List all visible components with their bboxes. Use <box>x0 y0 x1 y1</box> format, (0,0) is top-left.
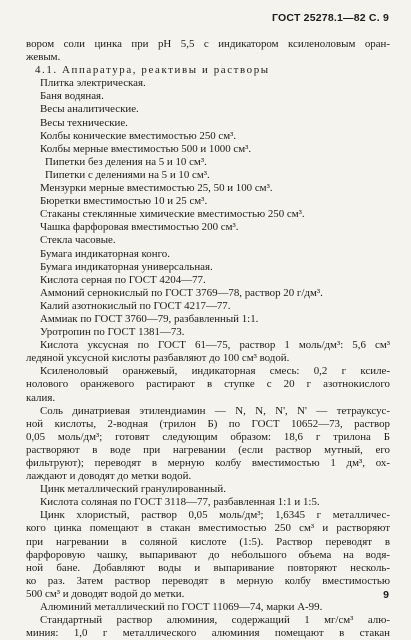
list-item: Пипетки без деления на 5 и 10 см³. <box>45 155 207 168</box>
text-line: ледяной уксусной кислоты разбавляют до 100 см³ водой. <box>26 352 290 365</box>
text-line: ко раз. Затем раствор переводят в мерную колбу вместимостью <box>26 574 390 587</box>
text-line: Ксиленоловый оранжевый, индикаторная смесь: 0,2 г ксиле- <box>40 365 390 378</box>
document-body <box>26 38 390 640</box>
list-item: Уротропин по ГОСТ 1381—73. <box>40 326 185 339</box>
list-item: Пипетки с делениями на 5 и 10 см³. <box>45 168 210 181</box>
text-line: вором соли цинка при pH 5,5 с индикатором ксиленоловым оран- <box>26 38 390 50</box>
list-item: Аммиак по ГОСТ 3760—79, разбавленный 1:1. <box>40 312 259 325</box>
list-item: Бумага индикаторная универсальная. <box>40 260 213 273</box>
text-line: ной бане. Добавляют воды и выпаривание повторяют несколь- <box>26 561 390 574</box>
list-item: Плитка электрическая. <box>40 77 146 90</box>
text-line: калия. <box>26 391 56 404</box>
list-item: Стаканы стеклянные химические вместимостью 250 см³. <box>40 208 305 221</box>
list-item: Цинк металлический гранулированный. <box>40 483 226 496</box>
text-line: фарфоровую чашку, выпаривают до небольшого объема на водя- <box>26 548 390 561</box>
page-number: 9 <box>383 589 389 601</box>
text-line: жевым. <box>26 51 61 64</box>
list-item: Весы технические. <box>40 116 128 129</box>
text-line: кого цинка помещают в стакан вместимостью 250 см³ и растворяют <box>26 522 390 535</box>
text-line: Кислота уксусная по ГОСТ 61—75, раствор 1 моль/дм³: 5,6 см³ <box>40 339 390 352</box>
text-line: ной кислоты, 2-водная (трилон Б) по ГОСТ 10652—73, раствор <box>26 417 390 430</box>
list-item: Кислота соляная по ГОСТ 3118—77, разбавленная 1:1 и 1:5. <box>40 496 320 509</box>
page-header: ГОСТ 25278.1—82 С. 9 <box>272 12 389 24</box>
text-line: при нагревании в соляной кислоте (1:5). Раствор переводят в <box>26 535 390 548</box>
text-line: 0,05 моль/дм³; готовят следующим образом: 18,6 г трилона Б <box>26 430 390 443</box>
text-line: миния: 1,0 г металлического алюминия помещают в стакан <box>26 627 390 640</box>
list-item: Калий азотнокислый по ГОСТ 4217—77. <box>40 299 231 312</box>
list-item: Баня водяная. <box>40 90 104 103</box>
list-item: Мензурки мерные вместимостью 25, 50 и 100 см³. <box>40 182 273 195</box>
text-line: нолового оранжевого растирают в ступке с 20 г азотнокислого <box>26 378 390 391</box>
list-item: Алюминий металлический по ГОСТ 11069—74, марки А-99. <box>40 601 323 614</box>
list-item: Колбы мерные вместимостью 500 и 1000 см³. <box>40 142 252 155</box>
text-line: фильтруют); переводят в мерную колбу вместимостью 1 дм³, ох- <box>26 457 390 469</box>
list-item: Чашка фарфоровая вместимостью 200 см³. <box>40 221 239 234</box>
list-item: Бумага индикаторная конго. <box>40 247 170 260</box>
text-line: Стандартный раствор алюминия, содержащий 1 мг/см³ алю- <box>40 614 390 627</box>
list-item: Стекла часовые. <box>40 234 116 247</box>
list-item: Аммоний сернокислый по ГОСТ 3769—78, раствор 20 г/дм³. <box>40 286 323 299</box>
text-line: 500 см³ и доводят водой до метки. <box>26 587 185 600</box>
text-line: Соль динатриевая этилендиамин — N, N, N', N' — тетрауксус- <box>40 404 390 417</box>
section-heading: 4.1. Аппаратура, реактивы и растворы <box>35 64 270 77</box>
text-line: растворяют в воде при нагревании (если раствор мутный, его <box>26 443 390 456</box>
text-line: Цинк хлористый, раствор 0,05 моль/дм³; 1,6345 г металличес- <box>40 509 390 522</box>
list-item: Бюретки вместимостью 10 и 25 см³. <box>40 195 208 208</box>
text-line: лаждают и доводят до метки водой. <box>26 470 192 483</box>
list-item: Весы аналитические. <box>40 103 139 116</box>
list-item: Кислота серная по ГОСТ 4204—77. <box>40 273 206 286</box>
list-item: Колбы конические вместимостью 250 см³. <box>40 129 237 142</box>
